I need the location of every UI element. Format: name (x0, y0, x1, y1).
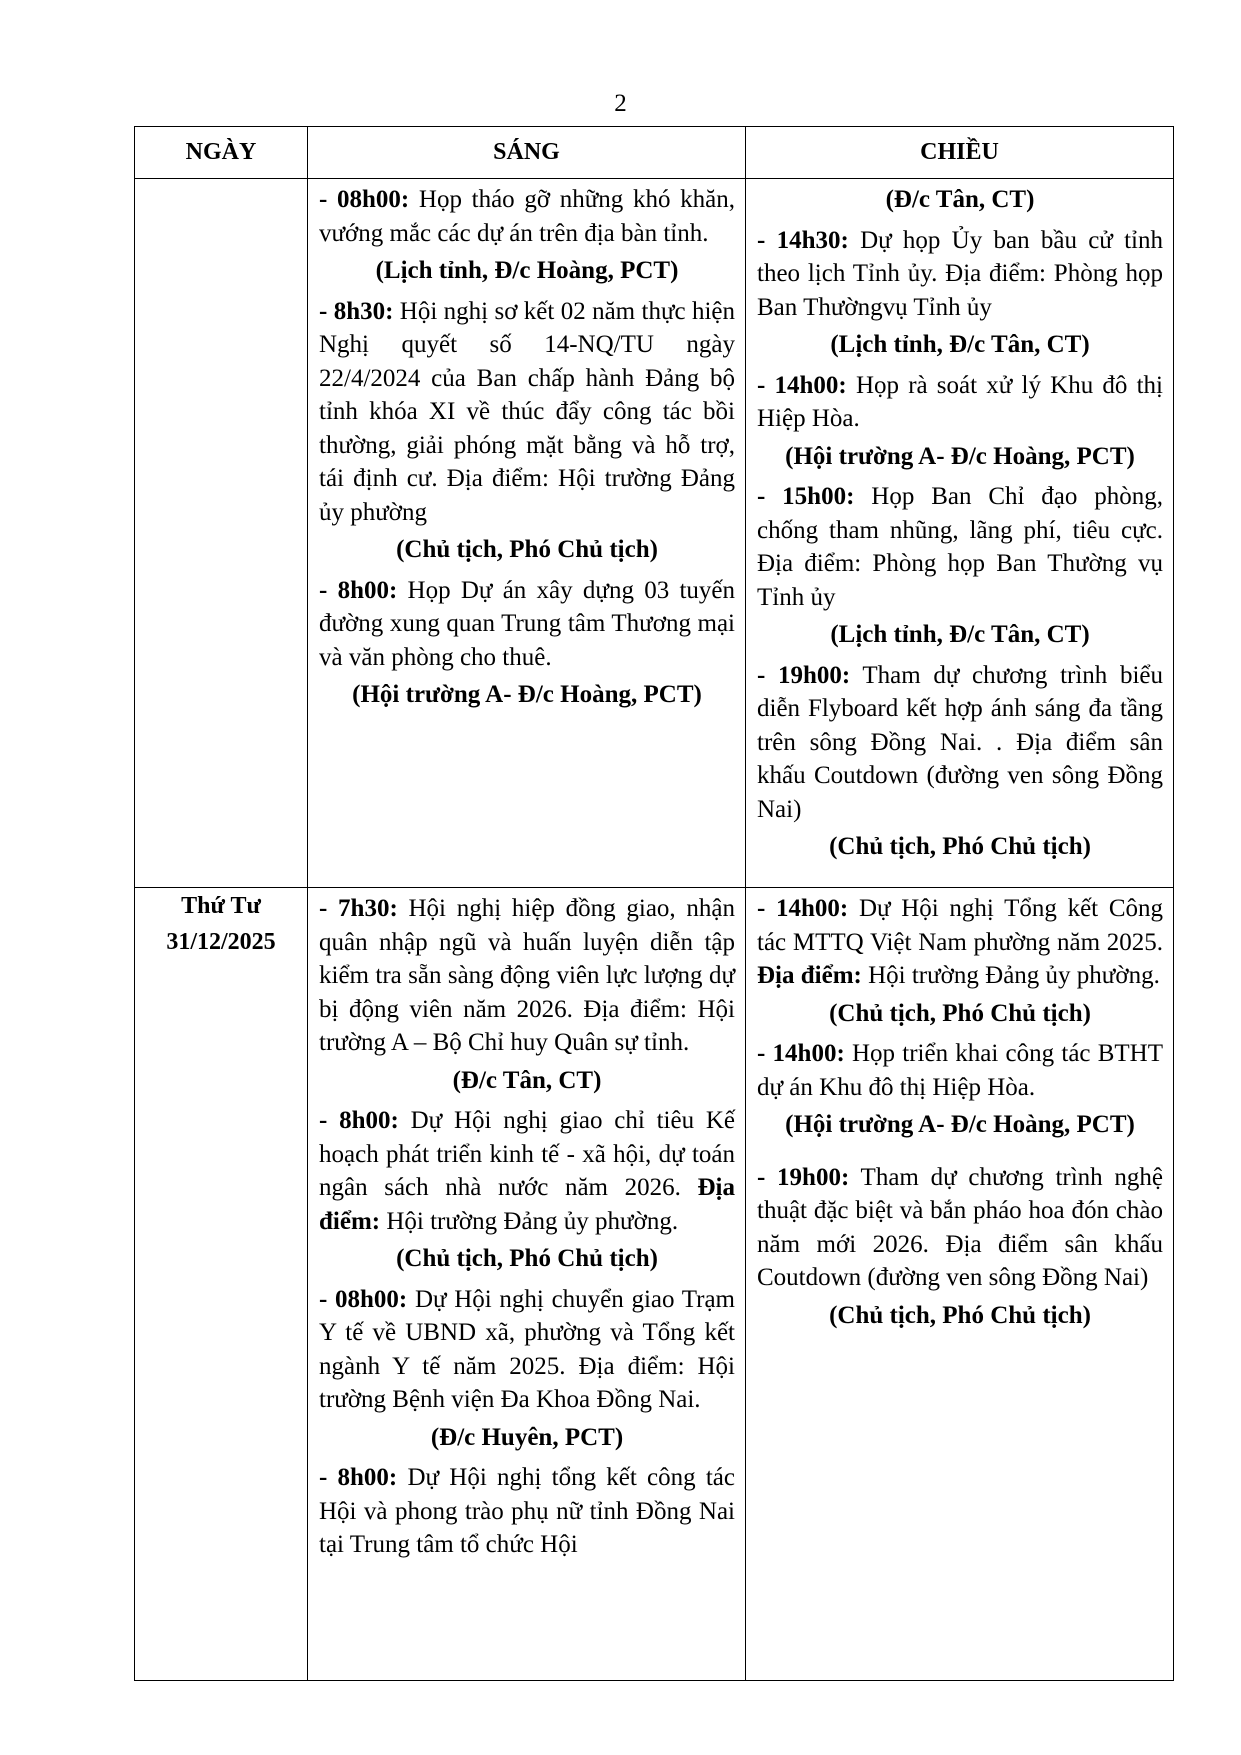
schedule-entry (319, 1104, 735, 1238)
entry-responsible: (Chủ tịch, Phó Chủ tịch) (829, 1301, 1091, 1329)
schedule-entry (757, 1037, 1163, 1104)
day-weekday: Thứ Tư (181, 893, 261, 919)
entry-responsible: (Chủ tịch, Phó Chủ tịch) (396, 536, 658, 563)
header-morning: SÁNG (308, 127, 746, 179)
entry-time: - 8h00: (319, 1464, 398, 1491)
day-date: 31/12/2025 (166, 929, 276, 955)
entry-text: Họp rà soát xử lý Khu đô thị Hiệp Hòa. (757, 371, 1163, 432)
entry-responsible: (Đ/c Tân, CT) (885, 186, 1035, 213)
entry-time: - 8h00: (319, 576, 398, 604)
entry-text: Dự họp Ủy ban bầu cử tỉnh theo lịch Tỉnh ủy. Địa điểm: Phòng họp Ban Thườngvụ Tỉnh ủy (757, 226, 1163, 321)
entry-time: - 08h00: (319, 186, 410, 213)
entry-responsible: (Đ/c Huyên, PCT) (430, 1423, 624, 1451)
entry-time: - 8h00: (319, 1107, 399, 1134)
entry-responsible: (Hội trường A- Đ/c Hoàng, PCT) (352, 681, 702, 708)
header-afternoon: CHIỀU (746, 127, 1174, 179)
schedule-entry (757, 369, 1163, 436)
page-number: 2 (614, 90, 627, 117)
entry-responsible: (Chủ tịch, Phó Chủ tịch) (829, 999, 1091, 1027)
entry-time: - 08h00: (319, 1285, 408, 1313)
entry-text: Dự Hội nghị chuyển giao Trạm Y tế về UBND xã, phường và Tổng kết ngành Y tế năm 2025. Địa điểm: Hội trường Bệnh viện Đa Khoa Đồng Nai. (319, 1285, 735, 1413)
entry-text: Tham dự chương trình nghệ thuật đặc biệt và bắn pháo hoa đón chào năm mới 2026. Địa điểm sân khấu Coutdown (đường ven sông Đồng Nai) (757, 1163, 1163, 1291)
entry-time: - 14h30: (757, 226, 849, 254)
schedule-entry (757, 892, 1163, 993)
location-label: Địa điểm: (757, 962, 862, 989)
entry-text: Họp triển khai công tác BTHT dự án Khu đô thị Hiệp Hòa. (757, 1040, 1163, 1101)
entry-responsible: (Lịch tỉnh, Đ/c Hoàng, PCT) (375, 257, 679, 284)
entry-responsible: (Hội trường A- Đ/c Hoàng, PCT) (785, 442, 1135, 470)
location-label: Địa điểm: (319, 1174, 735, 1235)
day-cell (135, 888, 308, 1681)
entry-text: Dự Hội nghị Tổng kết Công tác MTTQ Việt Nam phường năm 2025. (757, 895, 1163, 956)
spacer (757, 1149, 1163, 1161)
schedule-entry (757, 224, 1163, 325)
entry-text: Hội nghị sơ kết 02 năm thực hiện Nghị quyết số 14-NQ/TU ngày 22/4/2024 của Ban chấp hành Đảng bộ tỉnh khóa XI về thúc đẩy công tác bồi thường, giải phóng mặt bằng và hỗ trợ, tái định cư. Địa điểm: Hội trường Đảng ủy phường (319, 297, 735, 526)
entry-text: Hội trường Đảng ủy phường. (380, 1207, 679, 1235)
entry-text: Hội nghị hiệp đồng giao, nhận quân nhập ngũ và huấn luyện diễn tập kiểm tra sẵn sàng động viên lực lượng dự bị động viên năm 2026. Địa điểm: Hội trường A – Bộ Chỉ huy Quân sự tỉnh. (319, 895, 735, 1056)
header-day: NGÀY (135, 127, 308, 179)
afternoon-cell (746, 888, 1174, 1681)
afternoon-cell (746, 179, 1174, 888)
entry-time: - 14h00: (757, 895, 849, 922)
entry-responsible: (Lịch tỉnh, Đ/c Tân, CT) (830, 331, 1090, 358)
entry-time: - 14h00: (757, 1040, 845, 1067)
schedule-entry (757, 1161, 1163, 1295)
entry-time: - 7h30: (319, 895, 398, 922)
entry-text: Dự Hội nghị tổng kết công tác Hội và phong trào phụ nữ tỉnh Đồng Nai tại Trung tâm tổ chức Hội (319, 1464, 735, 1558)
morning-cell (308, 179, 746, 888)
entry-responsible: (Lịch tỉnh, Đ/c Tân, CT) (830, 621, 1090, 648)
morning-cell (308, 888, 746, 1681)
entry-time: - 19h00: (757, 1163, 850, 1191)
schedule-entry (319, 892, 735, 1060)
entry-responsible: (Chủ tịch, Phó Chủ tịch) (396, 1245, 658, 1272)
header-row (135, 127, 1174, 179)
entry-text: Họp Ban Chỉ đạo phòng, chống tham nhũng, lãng phí, tiêu cực. Địa điểm: Phòng họp Ban Thường vụ Tỉnh ủy (757, 483, 1163, 611)
entry-responsible: (Đ/c Tân, CT) (452, 1066, 602, 1094)
entry-responsible: (Chủ tịch, Phó Chủ tịch) (829, 833, 1091, 860)
entry-text: Hội trường Đảng ủy phường. (861, 962, 1160, 989)
entry-time: - 8h30: (319, 297, 394, 325)
schedule-entry (319, 183, 735, 250)
schedule-entry (319, 1461, 735, 1562)
entry-responsible: (Hội trường A- Đ/c Hoàng, PCT) (785, 1111, 1135, 1138)
table-row (135, 888, 1174, 1681)
schedule-entry (757, 659, 1163, 827)
entry-time: - 19h00: (757, 661, 851, 689)
entry-text: Họp tháo gỡ những khó khăn, vướng mắc các dự án trên địa bàn tỉnh. (319, 186, 735, 247)
entry-text: Tham dự chương trình biểu diễn Flyboard kết hợp ánh sáng đa tầng trên sông Đồng Nai. . Địa điểm sân khấu Coutdown (đường ven sông Đồng Nai) (757, 661, 1163, 823)
entry-text: Họp Dự án xây dựng 03 tuyến đường xung quan Trung tâm Thương mại và văn phòng cho thuê. (319, 576, 735, 671)
table-row (135, 179, 1174, 888)
schedule-entry (319, 295, 735, 530)
entry-time: - 14h00: (757, 371, 847, 399)
day-cell (135, 179, 308, 888)
entry-text: Dự Hội nghị giao chỉ tiêu Kế hoạch phát triển kinh tế - xã hội, dự toán ngân sách nhà nước năm 2026. (319, 1107, 735, 1201)
schedule-entry (319, 574, 735, 675)
entry-time: - 15h00: (757, 483, 855, 510)
schedule-table (134, 126, 1174, 1681)
schedule-entry (757, 480, 1163, 614)
schedule-entry (319, 1283, 735, 1417)
